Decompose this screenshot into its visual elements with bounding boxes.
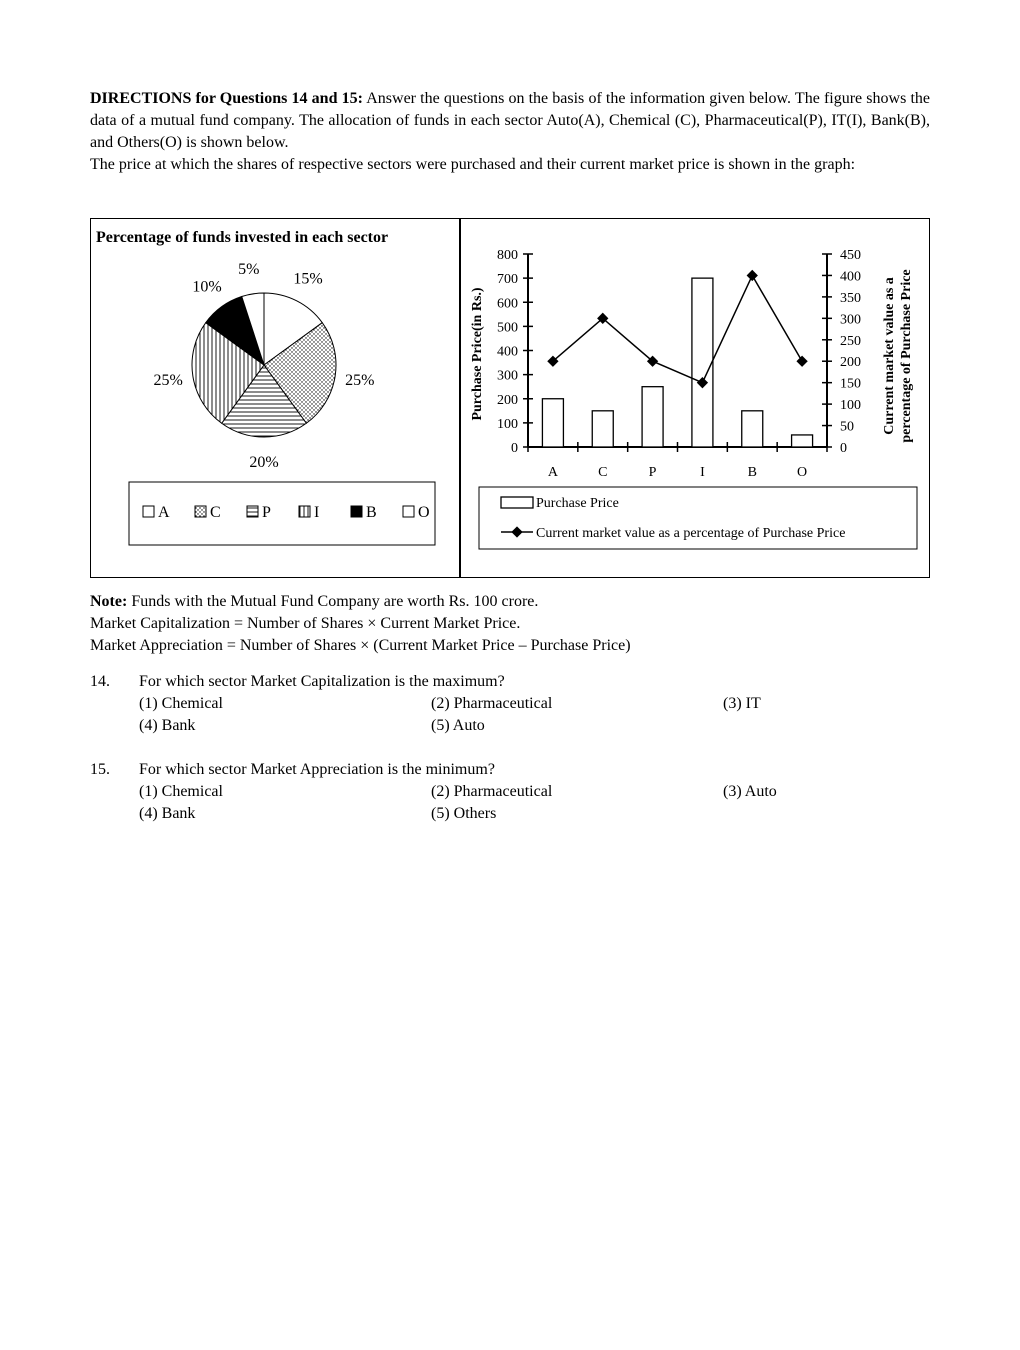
pie-legend-label-c: C bbox=[210, 504, 221, 521]
question-14-option-2[interactable]: (2) Pharmaceutical bbox=[431, 695, 553, 712]
pie-legend-label-a: A bbox=[158, 504, 170, 521]
bar-c bbox=[592, 411, 613, 447]
line-point-o bbox=[796, 356, 807, 367]
directions-text-2: The price at which the shares of respective sectors were purchased and their current market price is shown in the graph: bbox=[90, 156, 856, 173]
left-tick-label: 700 bbox=[497, 272, 518, 288]
question-15-option-5[interactable]: (5) Others bbox=[431, 805, 497, 822]
directions-text: Answer the questions on the basis of the information given below. The figure shows the data of a mutual fund company. The allocation of funds in each sector Auto(A), Chemical (C), Pharmaceutical(P), IT(I), Bank(B), and Others(O) is shown below. bbox=[90, 90, 931, 151]
left-tick-label: 100 bbox=[497, 416, 518, 432]
y2-axis-label-line-1: Current market value as a bbox=[882, 277, 897, 435]
note-heading: Note: bbox=[90, 593, 128, 610]
question-15-option-1[interactable]: (1) Chemical bbox=[139, 783, 223, 800]
question-14-text: For which sector Market Capitalization is the maximum? bbox=[139, 673, 505, 690]
question-15-option-4[interactable]: (4) Bank bbox=[139, 805, 196, 822]
question-14-number: 14. bbox=[90, 673, 110, 690]
pie-label-p: 20% bbox=[249, 454, 279, 471]
left-tick-label: 500 bbox=[497, 320, 518, 336]
left-tick-label: 800 bbox=[497, 248, 518, 263]
right-tick-label: 350 bbox=[840, 290, 861, 306]
left-tick-label: 300 bbox=[497, 368, 518, 384]
note-text: Funds with the Mutual Fund Company are worth Rs. 100 crore. bbox=[131, 593, 539, 610]
y2-axis-label-line-2: percentage of Purchase Price bbox=[899, 269, 914, 443]
pie-label-i: 25% bbox=[153, 372, 183, 390]
x-tick-label-b: B bbox=[747, 465, 757, 480]
question-14-option-4[interactable]: (4) Bank bbox=[139, 717, 196, 734]
directions-heading: DIRECTIONS for Questions 14 and 15: bbox=[90, 90, 363, 107]
right-tick-label: 250 bbox=[840, 333, 861, 349]
right-tick-label: 100 bbox=[840, 398, 861, 414]
y-axis-label: Purchase Price(in Rs.) bbox=[470, 287, 485, 421]
question-14-option-1[interactable]: (1) Chemical bbox=[139, 695, 223, 712]
left-tick-label: 400 bbox=[497, 344, 518, 360]
question-15-number: 15. bbox=[90, 761, 110, 778]
pie-legend-swatch-o bbox=[403, 506, 414, 517]
bar-o bbox=[792, 435, 813, 447]
note-line-2: Market Capitalization = Number of Shares × Current Market Price. bbox=[90, 615, 521, 632]
legend-bar-swatch bbox=[501, 497, 533, 508]
pie-legend-label-p: P bbox=[262, 504, 271, 521]
left-tick-label: 600 bbox=[497, 296, 518, 312]
pie-label-o: 5% bbox=[238, 261, 260, 279]
legend-bar-label: Purchase Price bbox=[536, 496, 619, 511]
pie-label-a: 15% bbox=[293, 270, 323, 288]
y2-axis-label bbox=[882, 269, 914, 442]
pie-legend-label-o: O bbox=[418, 504, 430, 521]
bar-i bbox=[692, 278, 713, 447]
legend-line-label: Current market value as a percentage of Purchase Price bbox=[536, 526, 846, 541]
line-series bbox=[553, 275, 802, 382]
right-tick-label: 450 bbox=[840, 248, 861, 263]
pie-legend-swatch-a bbox=[143, 506, 154, 517]
left-tick-label: 0 bbox=[511, 441, 518, 456]
question-15-option-3[interactable]: (3) Auto bbox=[723, 783, 777, 800]
pie-legend-swatch-c bbox=[195, 506, 206, 517]
pie-title: Percentage of funds invested in each sector bbox=[96, 229, 389, 246]
right-tick-label: 300 bbox=[840, 312, 861, 328]
bar-line-chart bbox=[461, 219, 929, 577]
pie-label-b: 10% bbox=[192, 278, 222, 296]
x-tick-label-o: O bbox=[797, 465, 808, 480]
right-tick-label: 50 bbox=[840, 419, 854, 435]
question-14-option-3[interactable]: (3) IT bbox=[723, 695, 761, 712]
right-tick-label: 150 bbox=[840, 376, 861, 392]
x-tick-label-i: I bbox=[700, 465, 705, 480]
pie-legend-swatch-i bbox=[299, 506, 310, 517]
right-tick-label: 400 bbox=[840, 269, 861, 285]
x-tick-label-p: P bbox=[648, 465, 657, 480]
question-15-option-2[interactable]: (2) Pharmaceutical bbox=[431, 783, 553, 800]
bar-a bbox=[542, 399, 563, 447]
left-tick-label: 200 bbox=[497, 392, 518, 408]
pie-legend-swatch-p bbox=[247, 506, 258, 517]
pie-legend-box bbox=[129, 482, 435, 545]
note-line-3: Market Appreciation = Number of Shares × (Current Market Price – Purchase Price) bbox=[90, 637, 631, 654]
line-point-b bbox=[747, 270, 758, 281]
right-tick-label: 0 bbox=[840, 441, 847, 456]
bar-b bbox=[742, 411, 763, 447]
pie-legend-swatch-b bbox=[351, 506, 362, 517]
question-14-option-5[interactable]: (5) Auto bbox=[431, 717, 485, 734]
right-tick-label: 200 bbox=[840, 355, 861, 371]
pie-legend-label-b: B bbox=[366, 504, 377, 521]
pie-legend-label-i: I bbox=[314, 504, 320, 521]
question-15-text: For which sector Market Appreciation is the minimum? bbox=[139, 761, 495, 778]
directions bbox=[90, 88, 930, 154]
bar-p bbox=[642, 387, 663, 447]
pie-label-c: 25% bbox=[345, 372, 375, 390]
x-tick-label-a: A bbox=[547, 465, 558, 480]
note-line-1 bbox=[90, 591, 538, 613]
x-tick-label-c: C bbox=[598, 465, 608, 480]
pie-chart bbox=[91, 219, 458, 577]
